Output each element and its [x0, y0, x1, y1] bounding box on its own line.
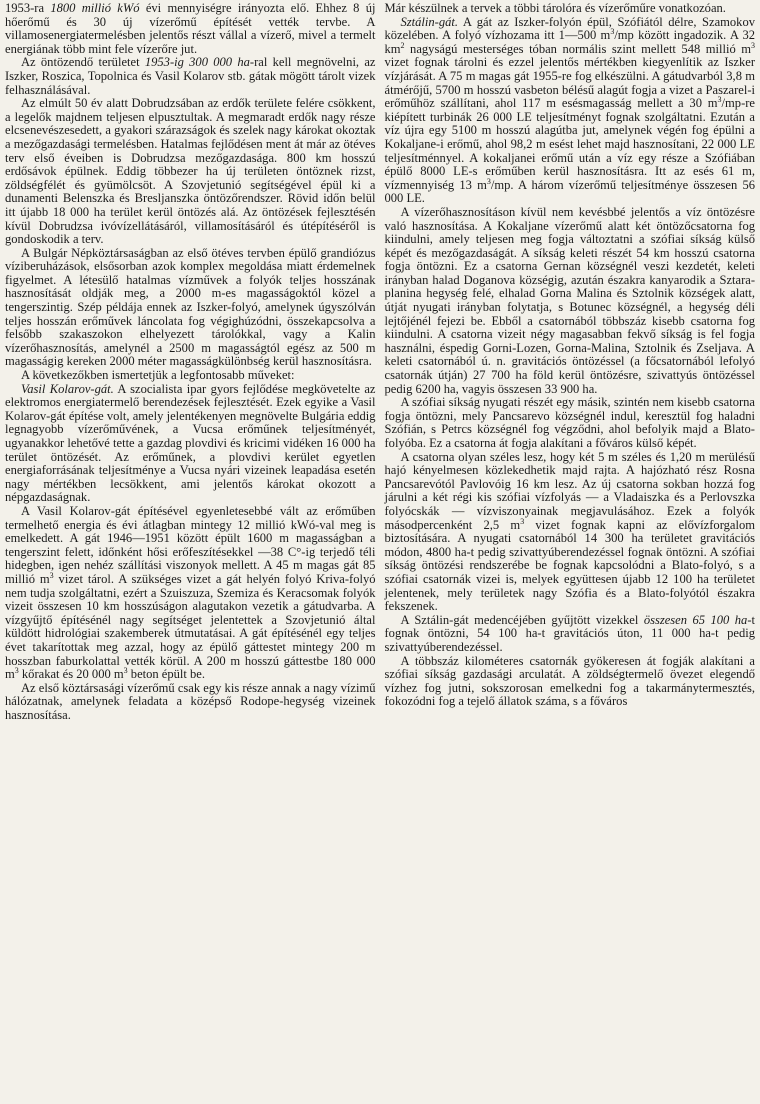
text-run: A Sztálin-gát medencéjében gyűjtött vizekkel [400, 612, 644, 627]
text-run: A Vasil Kolarov-gát építésével egyenletesebbé vált az erőműben termelhető energia és évi átlagban mintegy 12 millió kWó-val meg is emelkedett. A gát 1946—1951 között épült 1600 m magasságban a tengerszint felett, időnként hősi erőfeszítésekkel —38 C°-ig terjedő téli hidegben, igen nehéz szállítási viszonyok mellett. A 45 m magas gát 85 millió m [5, 503, 376, 586]
emphasis-text: 1800 millió kWó [50, 1, 140, 15]
text-run: A szófiai síkság nyugati részét egy másik, szintén nem kisebb csatorna fogja öntözni, mely Pancsarevo községnél indul, keresztül fog haladni Szófián, s Petrcs községnél fog végződni, ahol befolyik majd a Blato-folyóba. Ez a csatorna át fogja alakítani a főváros külső képét. [384, 395, 755, 450]
text-run: Az elmúlt 50 év alatt Dobrudzsában az erdők területe felére csökkent, a legelők majdnem teljesen elpusztultak. A megmaradt erdők nagy része elcsenevészesedett, a gyakori szárazságok és szelek nagy károkat okoztak a mezőgazdasági termelésben. Hatalmas fejlődésen ment át már az ötéves terv első éveiben is Dobrudzsa mezőgazdasága. 800 km hosszú erdősávok épülnek. Eddig többezer ha új területen öntöznek rizst, zöldségfélét és gyümölcsöt. A Szovjetunió segítségével épül ki a dunamenti Belenszka és Bresljanszka öntözőrendszer. Rövid időn belül itt újabb 18 000 ha terület kerül öntözés alá. Az öntözések fejlesztésén kívül Dobrudzsa ivóvízellátásáról, villamosításáról és útépítéséről is gondoskodik a terv. [5, 96, 376, 247]
text-run: A következőkben ismertetjük a legfontosabb műveket: [21, 368, 295, 383]
paragraph [5, 505, 376, 682]
text-run: kőrakat és 20 000 m [18, 667, 124, 682]
text-run: A többszáz kilométeres csatornák gyökeresen át fogják alakítani a szófiai síkság gazdasági arculatát. A zöldségtermelő övezet elegendő vízhez fog jutni, sokszorosan emelkedni fog a takarmánytermesztés, fokozódni fog a tejelő állatok száma, s a főváros [384, 653, 755, 709]
text-run: A Bulgár Népköztársaságban az első ötéves tervben épülő grandiózus víziberuházások, elsősorban azok komplex megoldása miatt érdemelnek figyelmet. A létesülő hatalmas vízművek a folyók teljes hosszának hasznosítását oldják meg, a 2000 m-es magasságoktól közel a tengerszintig. Szép példája ennek az Iszker-folyó, amelynek úgyszólván teljes hosszán erőművek láncolata fog végighúzódni, összekapcsolva a felsőbb szakaszokon elhelyezett tárolókkal, vagy a Kalin vízerőhasznosítás, amelynél a 2500 m magasságtól egész az 500 m magasságig kereken 2000 méter magasságkülönbség kerül hasznosításra. [5, 245, 376, 369]
text-run: Már készülnek a tervek a többi tárolóra és vízerőműre vonatkozóan. [384, 1, 726, 15]
text-column-left [5, 2, 376, 1104]
superscript: 2 [400, 40, 405, 50]
text-run: -t fognak öntözni, 54 100 ha-t gravitációs úton, 11 000 ha-t pedig szivattyúberendezéssel. [384, 612, 755, 654]
text-run: /mp-re kiépített turbinák 26 000 LE teljesítményt fognak szolgáltatni. Ezután a víz újra egy 5100 m hosszú alagútba jut, amelynek végén fog épülni a Kokaljane-i erőmű, ahol 98,2 m esést lehet majd hasznosítani, 22 000 LE teljesítménnyel. A kokaljanei erőmű után a víz egy része a Szófiában épülő 8000 LE-s erőműben kerül hasznosításra. Itt az esés 61 m, vízmennyiség 13 m [384, 96, 755, 192]
superscript: 3 [751, 40, 755, 50]
text-run: évi mennyiségre irányozta elő. Ehhez 8 új hőerőmű és 30 új vízerőmű építését vették tervbe. A villamosenergiatermelésben jelentős részt vállal a vízerő, mivel a termelt energiának több mint fele vízerőre jut. [5, 1, 376, 56]
superscript: 3 [717, 94, 722, 104]
paragraph [5, 97, 376, 247]
emphasis-text: Sztálin-gát. [400, 14, 459, 29]
superscript: 3 [610, 27, 615, 37]
paragraph [5, 56, 376, 97]
paragraph [385, 2, 756, 16]
emphasis-text: összesen 65 100 ha [643, 612, 748, 627]
paragraph [5, 682, 376, 723]
text-run: A csatorna olyan széles lesz, hogy két 5 m széles és 1,20 m merülésű hajó kényelmesen közlekedhetik majd rajta. A hajózható rész Rosna Pancsarevótól Pavlovóig 16 km lesz. Az új csatorna sokban hozzá fog járulni a két régi kis szófiai vízfolyás — a Vladaiszka és a Perlovszka folyócskák — vízviszonyainak megjavulásához. Ezek a folyók másodpercenként 2,5 m [384, 449, 755, 532]
paragraph [5, 383, 376, 505]
superscript: 3 [49, 570, 54, 580]
paragraph [5, 2, 376, 56]
paragraph [385, 614, 756, 655]
paragraph [5, 369, 376, 383]
paragraph [385, 655, 756, 709]
paragraph [5, 247, 376, 369]
text-run: vizet fognak tárolni és ezzel jelentős mértékben kiegyenlítik az Iszker vízjárását. A 75 m magas gát 1955-re fog elkészülni. A gátudvarból 3,8 m átmérőjű, 5700 m hosszú vasbeton bélésű alagút fogja a vizet a Paszarel-i erőműhöz szállítani, ahol 117 m esésmagasság mellett a 30 m [384, 55, 755, 111]
paragraph [385, 451, 756, 614]
text-run: 1953-ra [5, 1, 51, 15]
text-run: A gát az Iszker-folyón épül, Szófiától délre, Szamokov közelében. A folyó vízhozama itt 1—500 m [384, 14, 755, 43]
text-run: A vízerőhasznosításon kívül nem kevésbbé jelentős a víz öntözésre való hasznosítása. A Kokaljane vízerőmű alatt két öntözőcsatorna fog kiindulni, amely teljesen meg fogja változtatni a szófiai síkság külső képét és mezőgazdaságát. A síkság keleti részét 54 km hosszú csatorna fogja öntözni. Ez a csatorna Gernan községnél veszi kezdetét, keleti irányban halad Doganova községig, azután északra kanyarodik a Sztara-planina hegység felé, elhalad Gorna Malina és Sztolnik községek alatt, útját nyugati irányban folytatja, s Botunec községnél, a hegység déli lejtőjénél fejezi be. Ebből a csatornából többszáz kisebb csatorna fog kiindulni. A csatorna vizeit négy magasabban fekvő síkság is fel fogja használni, éspedig Gorni-Lozen, Gorna-Malina, Sztolnik és Zseljava. A keleti csatornából ú. n. gravitációs öntözéssel (a főcsatornából lefolyó csatornák útján) 27 700 ha föld kerül öntözésre, szivattyús öntözéssel pedig 6200 ha, vagyis összesen 33 900 ha. [384, 204, 755, 396]
superscript: 3 [486, 176, 491, 186]
text-column-right [385, 2, 756, 1104]
paragraph [385, 16, 756, 206]
superscript: 3 [14, 665, 19, 675]
text-run: Az első köztársasági vízerőmű csak egy kis része annak a nagy vízimű hálózatnak, amelynek feladata a középső Rodope-hegység vizeinek hasznosítása. [5, 680, 376, 722]
text-run: vizet tárol. A szükséges vizet a gát helyén folyó Kriva-folyó nem tudja szolgáltatni, ezért a Szuiszuza, Szemiza és Keracsomak folyók vizeit összesen 10 km hosszúságon alagutakon vezetik a gátudvarba. A vízgyűjtő építésénél nagy segítséget jelentettek a Szovjetunió által küldött hidrológiai szakemberek útmutatásai. A gát építésénél egy teljes évet takarítottak meg azzal, hogy az épülő gáttestet mintegy 200 m hosszban faburkolattal vették körül. A 200 m hosszú gáttestbe 180 000 m [5, 571, 376, 682]
paragraph [385, 206, 756, 396]
paragraph [385, 396, 756, 450]
emphasis-text: Vasil Kolarov-gát. [21, 381, 114, 396]
text-run: A szocialista ipar gyors fejlődése megkövetelte az elektromos energiatermelő berendezések fejlesztését. Ezek egyike a Vasil Kolarov-gát építése volt, amely jelentékenyen megnövelte Bulgária eddig legnagyobb vízerőművének, a Vucsa erőműnek teljesítményét, ugyanakkor lehetővé tette a gazdag plovdivi és kricimi vidéken 16 000 ha terület öntözését. Az erőműnek, a plovdivi kerület egyetlen energiaforrásának teljesítménye a Vucsa nyári vizeinek leapadása esetén nagy mértékben lecsökkent, ami jelentős károkat okozott a népgazdaságnak. [5, 381, 376, 505]
emphasis-text: 1953-ig 300 000 ha [144, 55, 250, 70]
superscript: 3 [520, 516, 525, 526]
text-run: /mp. A három vízerőmű teljesítménye összesen 56 000 LE. [384, 177, 755, 206]
text-run: vizet fognak kapni az elővízforgalom biztosítására. A nyugati csatornából 14 300 ha területet gravitációs módon, 4800 ha-t pedig szivattyúberendezéssel fognak öntözni. A szófiai síkság öntözési rendszerébe be fognak kapcsolódni a Blato-folyó, s a szófiai csatornák vizei is, melyek együttesen újabb 12 100 ha területet jelentenek, mely területek nagy Szófia és a Blato-folyótól északra fekszenek. [384, 517, 756, 614]
text-run: -ral kell megnövelni, az Iszker, Roszica, Topolnica és Vasil Kolarov stb. gátak mögött tárolt vizek felhasználásával. [5, 55, 376, 97]
text-run: nagyságú mesterséges tóban normális szint mellett 548 millió m [404, 41, 751, 56]
text-run: beton épült be. [127, 667, 206, 682]
text-run: Az öntözendő területet [21, 55, 145, 70]
superscript: 3 [123, 665, 128, 675]
text-run: /mp között ingadozik. A 32 km [384, 28, 756, 56]
